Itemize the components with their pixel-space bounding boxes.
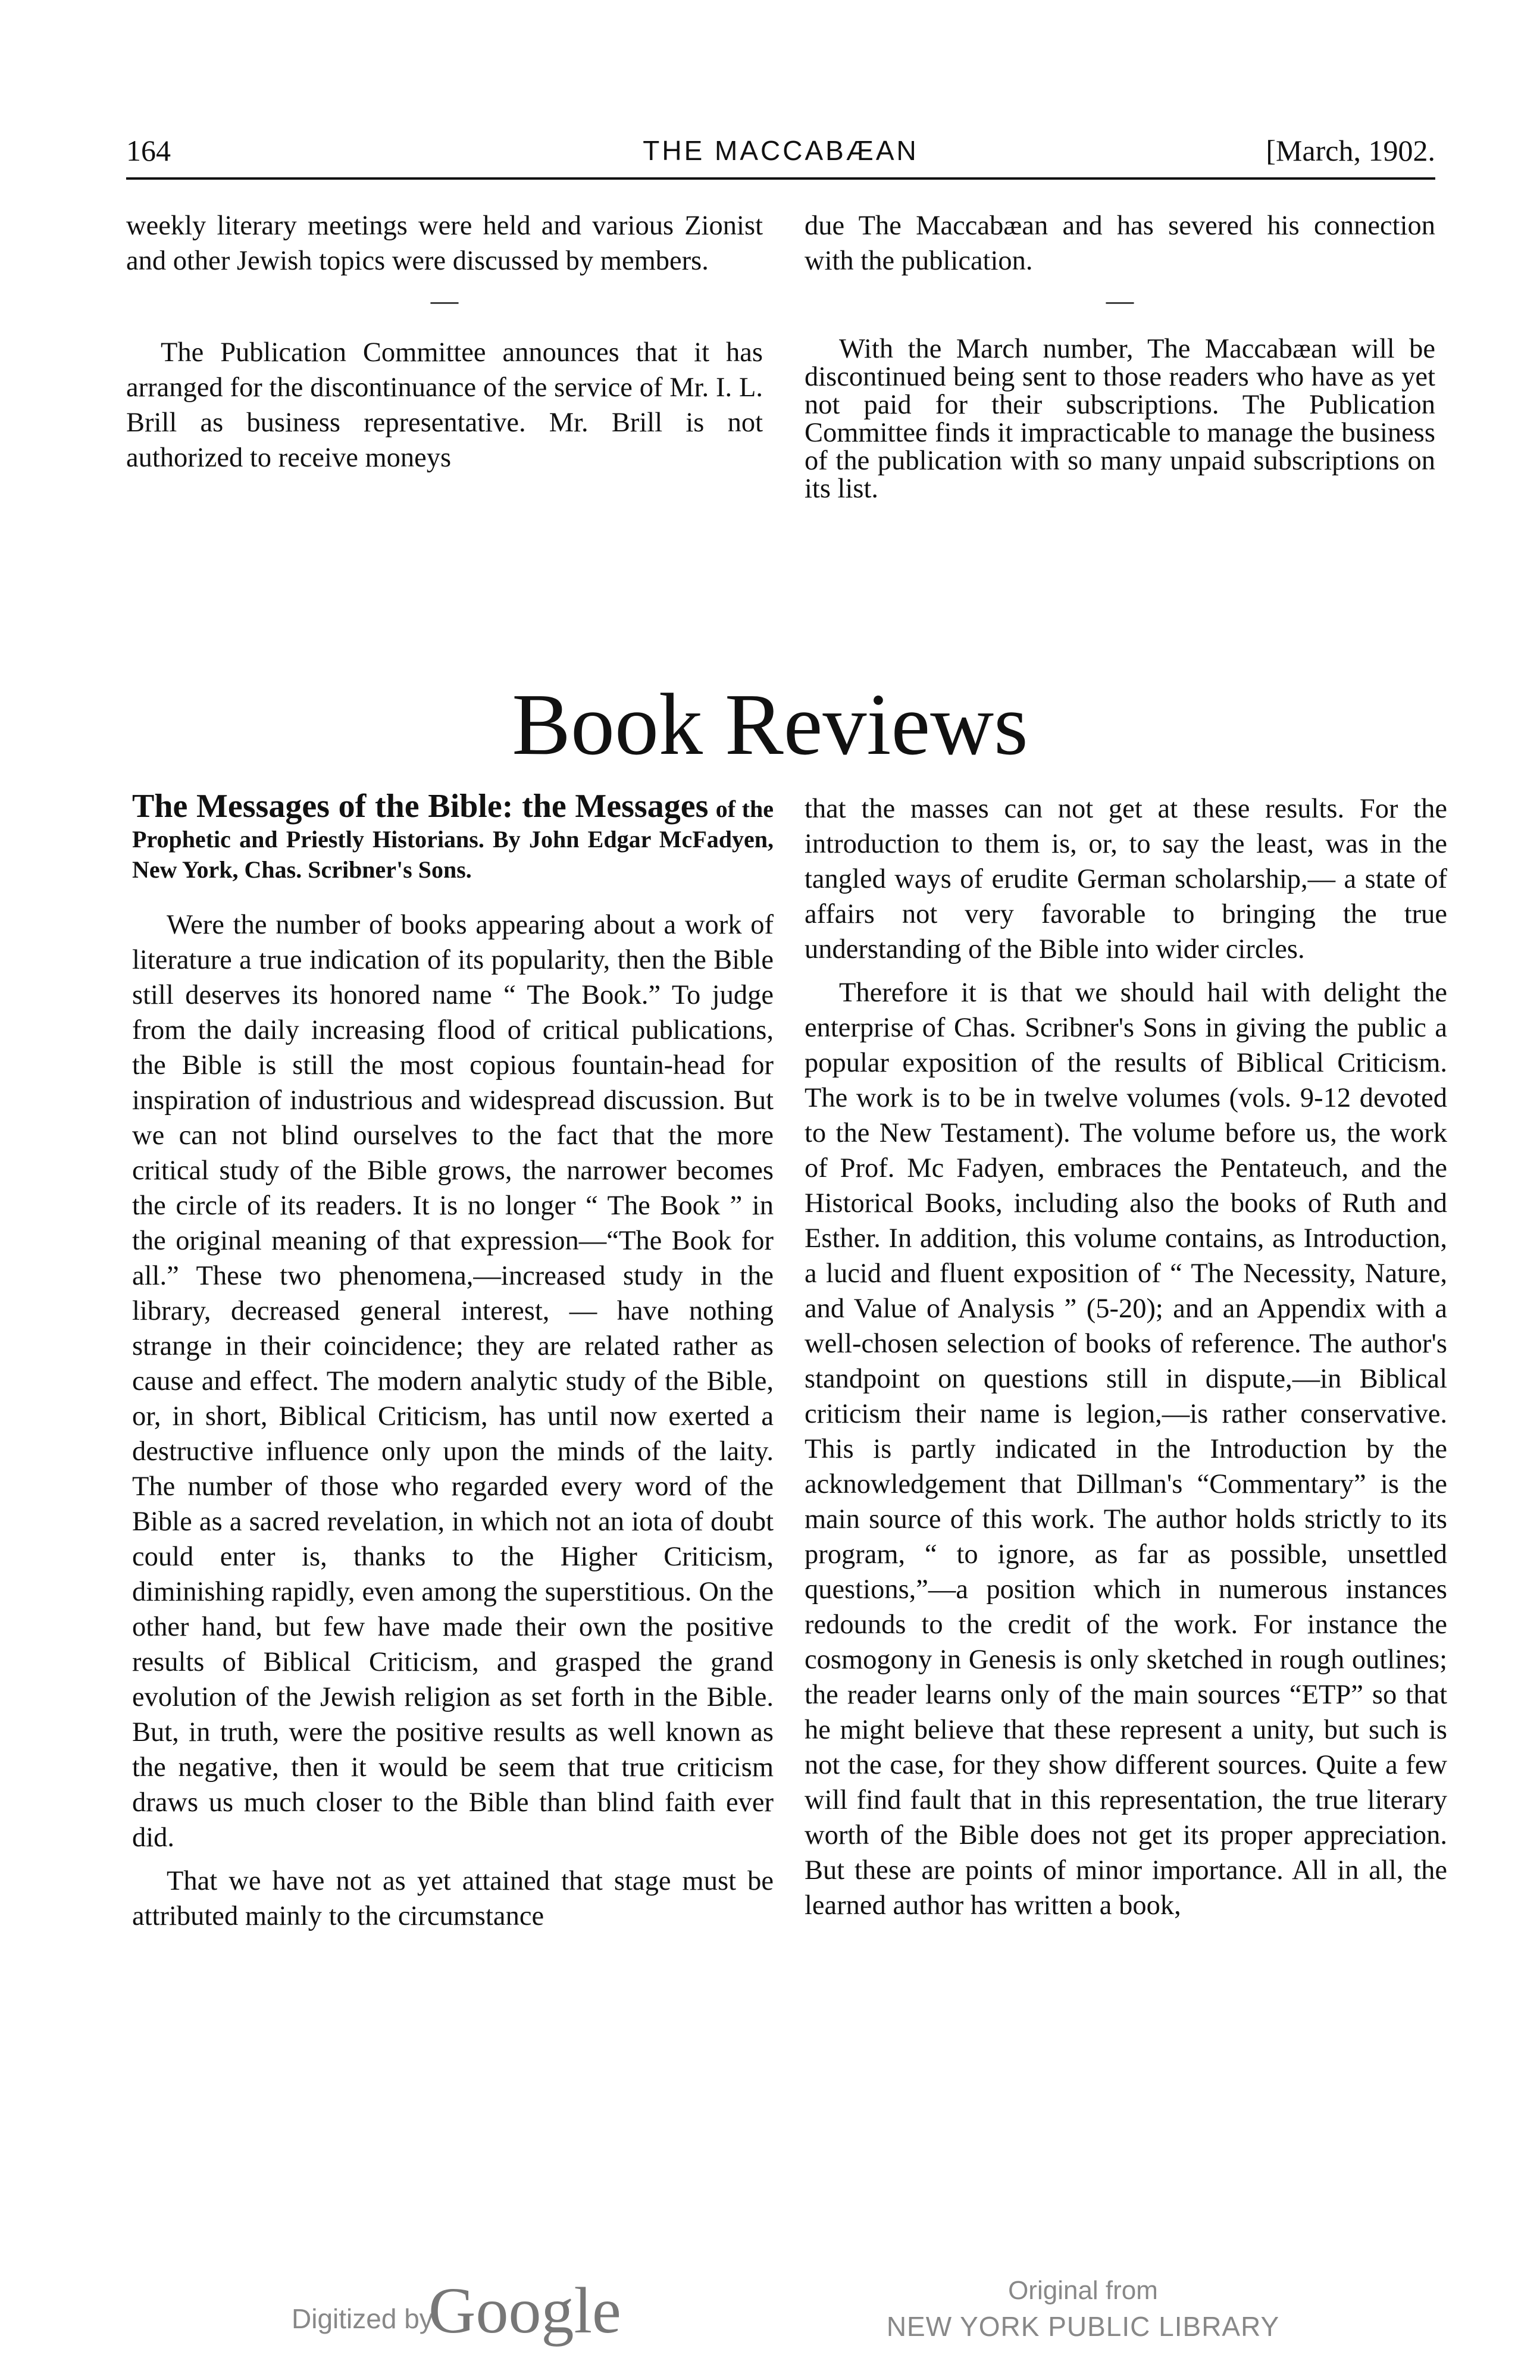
digitized-watermark (292, 2273, 708, 2356)
review-paragraph: That we have not as yet attained that stage must be attributed mainly to the circumstance (132, 1866, 774, 1931)
review-paragraph: Therefore it is that we should hail with delight the enterprise of Chas. Scribner's Sons in giving the public a popular exposition of the results of Biblical Criticism. The work is to be in twelve volumes (vols. 9-12 devoted to the New Testament). The volume before us, the work of Prof. Mc Fadyen, embraces the Pentateuch, and the Historical Books, including also the books of Ruth and Esther. In addition, this volume contains, as Introduction, a lucid and fluent exposition of “ The Necessity, Nature, and Value of Analysis ” (5-20); and an Appendix with a well-chosen selection of books of reference. The author's standpoint on questions still in dispute,—in Biblical criticism their name is legion,—is rather conservative. This is partly indicated in the Introduction by the acknowledgement that Dillman's “Commentary” is the main source of this work. The author holds strictly to its program, “ to ignore, as far as possible, unsettled questions,”—a position which in numerous instances redounds to the credit of the work. For instance the cosmogony in Genesis is only sketched in rough outlines; the reader learns only of the main sources “ETP” so that he might believe that these represent a unity, but such is not the case, for they show different sources. Quite a few will find fault that in this representation, the true literary worth of the Bible does not get its proper appreciation. But these are points of minor importance. All in all, the learned author has written a book, (805, 978, 1447, 1921)
top-left-column (126, 208, 763, 475)
review-heading (132, 788, 774, 885)
section-title: Book Reviews (512, 676, 1028, 774)
review-left-column (132, 788, 774, 1942)
dash-separator: — (1106, 286, 1134, 316)
review-title: The Messages of the Bible: the Messages (132, 788, 709, 825)
original-from-label: Original from (1008, 2276, 1158, 2305)
dash-separator: — (430, 286, 459, 316)
header-rule (126, 177, 1435, 180)
meetings-paragraph: weekly literary meetings were held and various Zionist and other Jewish topics were discussed by members. (126, 211, 763, 276)
review-paragraph: Were the number of books appearing about a work of literature a true indication of its popularity, then the Bible still deserves its honored name “ The Book.” To judge from the daily increasing flood of critical publications, the Bible is still the most copious fountain-head for inspiration of industrious and widespread discussion. But we can not blind ourselves to the fact that the more critical study of the Bible grows, the narrower becomes the circle of its readers. It is no longer “ The Book ” in the original meaning of that expression—“The Book for all.” These two phenomena,—increased study in the library, decreased general interest, — have nothing strange in their coincidence; they are related rather as cause and effect. The modern analytic study of the Bible, or, in short, Biblical Criticism, has until now exerted a destructive influence only upon the minds of the laity. The number of those who regarded every word of the Bible as a sacred revelation, in which not an iota of doubt could enter is, thanks to the Higher Criticism, diminishing rapidly, even among the superstitious. On the other hand, but few have made their own the positive results of Biblical Criticism, and grasped the grand evolution of the Jewish religion as set forth in the Bible. But, in truth, were the positive results as well known as the negative, then it would be seem that true criticism draws us much closer to the Bible than blind faith ever did. (132, 910, 774, 1853)
review-paragraph: that the masses can not get at these results. For the introduction to them is, or, to say the least, was in the tangled ways of erudite German scholarship,— a state of affairs not very favorable to bringing the true understanding of the Bible into wider circles. (805, 794, 1447, 964)
march-number-paragraph: With the March number, The Maccabæan will be discontinued being sent to those readers who have as yet not paid for their subscriptions. The Publication Committee finds it impracticable to manage the business of the publication with so many unpaid subscriptions on its list. (805, 334, 1435, 504)
library-name: NEW YORK PUBLIC LIBRARY (886, 2311, 1280, 2342)
google-logo: Google (428, 2274, 621, 2347)
running-header (126, 130, 1435, 171)
page-number: 164 (126, 134, 171, 167)
review-subtitle: of the Prophetic and Priestly Historians. By John Edgar McFadyen, New York, Chas. Scribner's Sons. (132, 796, 774, 883)
issue-date: [March, 1902. (1266, 134, 1435, 167)
connection-paragraph: due The Maccabæan and has severed his connection with the publication. (805, 211, 1435, 276)
digitized-label: Digitized by (292, 2303, 433, 2334)
journal-title: THE MACCABÆAN (643, 135, 919, 166)
publication-committee-paragraph: The Publication Committee announces that it has arranged for the discontinuance of the service of Mr. I. L. Brill as business representative. Mr. Brill is not authorized to receive moneys (126, 337, 763, 473)
library-watermark (875, 2273, 1291, 2344)
top-right-column (805, 208, 1435, 503)
review-right-column (805, 791, 1447, 1931)
